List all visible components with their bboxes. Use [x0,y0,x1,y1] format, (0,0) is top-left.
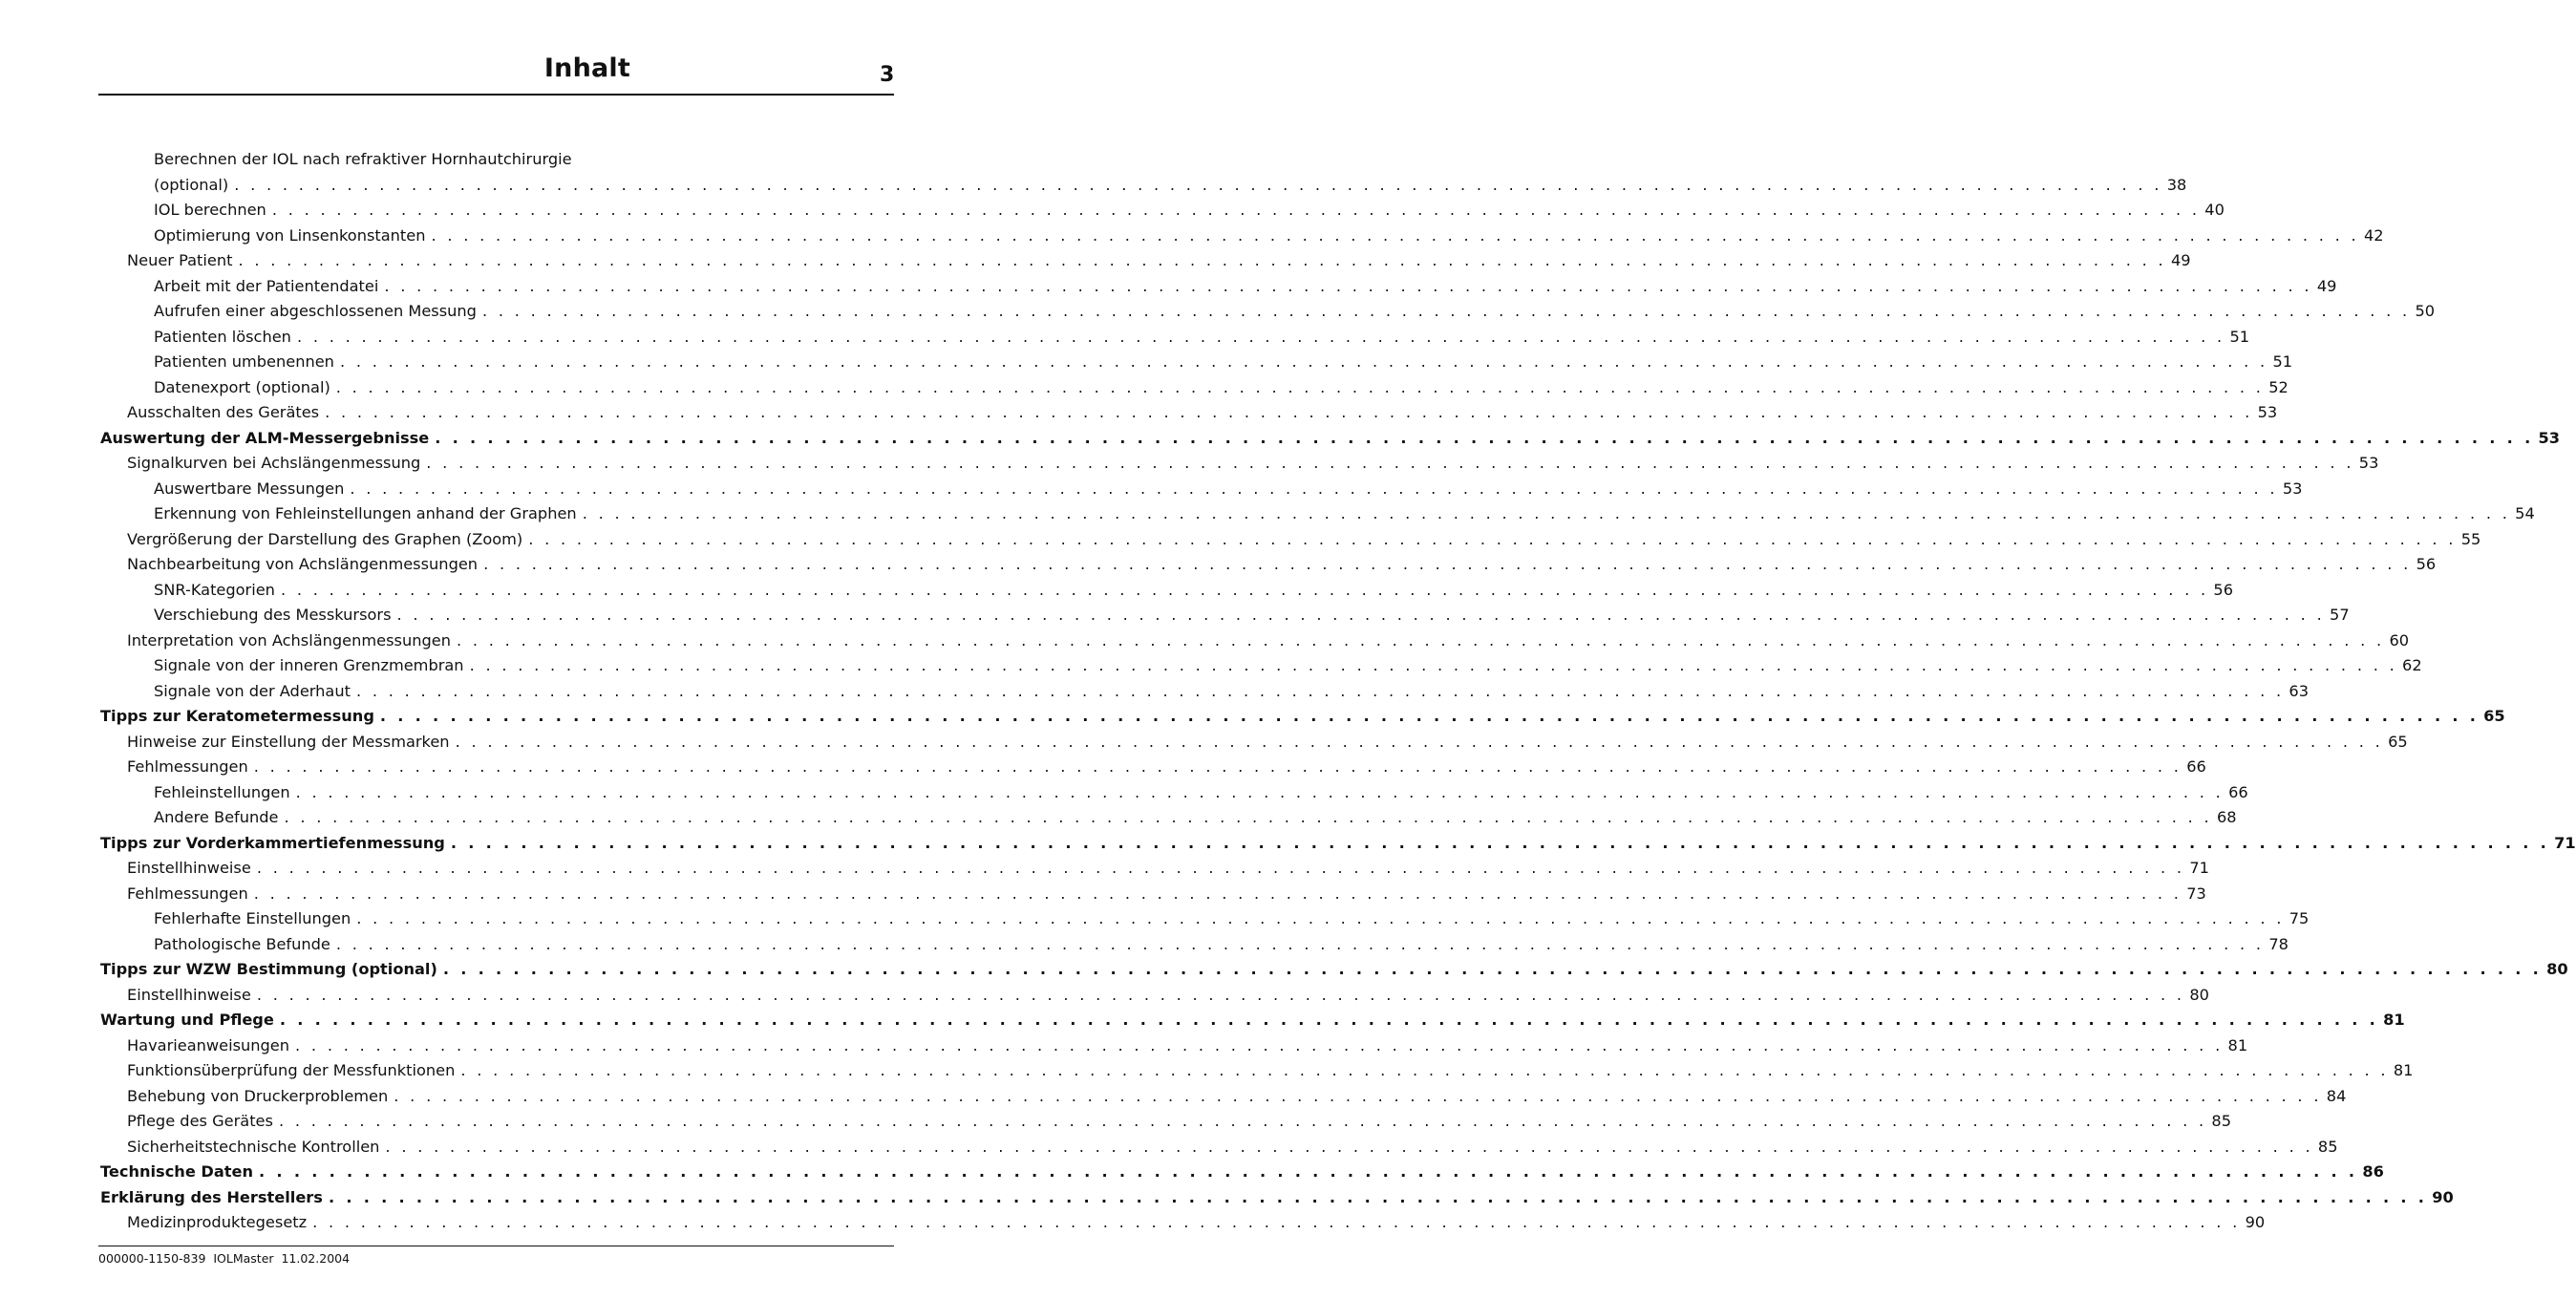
toc-dot-leader: . . . . . . . . . . . . . . . . . . . . . . . . . . . . . . . . . . . . . . . . . . . . . . . . . . . . . . . . . . . . . . . . . . . . . . . . . . . . . . . . . . . . . . . . . . . . . . . . . . . . . . . . . . . . . . . . . . . . . . . . [483,555,2412,573]
toc-entry-title: Datenexport (optional) [154,377,330,396]
toc-page-number: 65 [2388,732,2408,751]
toc-entry-title: Berechnen der IOL nach refraktiver Hornhautchirurgie [154,150,572,168]
toc-entry [100,628,2410,654]
toc-entry-title: Technische Daten [100,1162,254,1181]
toc-dot-leader: . . . . . . . . . . . . . . . . . . . . . . . . . . . . . . . . . . . . . . . . . . . . . . . . . . . . . . . . . . . . . . . . . . . . . . . . . . . . . . . . . . . . . . . . . . . . . . . . . . . . . . . . . . . . . . . . . . . . . . . . [328,1187,2428,1206]
toc-dot-leader: . . . . . . . . . . . . . . . . . . . . . . . . . . . . . . . . . . . . . . . . . . . . . . . . . . . . . . . . . . . . . . . . . . . . . . . . . . . . . . . . . . . . . . . . . . . . . . . . . . . . . . . . . . . . . . . . . . . . . . . . [234,175,2162,194]
toc-entry-title: Neuer Patient [127,251,233,269]
toc-dot-leader: . . . . . . . . . . . . . . . . . . . . . . . . . . . . . . . . . . . . . . . . . . . . . . . . . . . . . . . . . . . . . . . . . . . . . . . . . . . . . . . . . . . . . . . . . . . . . . . . . . . . . . . . . . . . . . . . . . . . . . . . [379,707,2480,725]
toc-dot-leader: . . . . . . . . . . . . . . . . . . . . . . . . . . . . . . . . . . . . . . . . . . . . . . . . . . . . . . . . . . . . . . . . . . . . . . . . . . . . . . . . . . . . . . . . . . . . . . . . . . . . . . . . . . . . . . . . . . . . . . . . [457,630,2385,650]
toc-dot-leader: . . . . . . . . . . . . . . . . . . . . . . . . . . . . . . . . . . . . . . . . . . . . . . . . . . . . . . . . . . . . . . . . . . . . . . . . . . . . . . . . . . . . . . . . . . . . . . . . . . . . . . . . . . . . . . . . . . . . . . . . [350,479,2278,498]
toc-dot-leader: . . . . . . . . . . . . . . . . . . . . . . . . . . . . . . . . . . . . . . . . . . . . . . . . . . . . . . . . . . . . . . . . . . . . . . . . . . . . . . . . . . . . . . . . . . . . . . . . . . . . . . . . . . . . . . . . . . . . . . . . [396,606,2326,624]
toc-entry [100,755,2206,780]
toc-entry-title: Interpretation von Achslängenmessungen [127,630,451,650]
toc-entry [100,603,2350,628]
toc-page-number: 81 [2227,1035,2248,1054]
toc-dot-leader: . . . . . . . . . . . . . . . . . . . . . . . . . . . . . . . . . . . . . . . . . . . . . . . . . . . . . . . . . . . . . . . . . . . . . . . . . . . . . . . . . . . . . . . . . . . . . . . . . . . . . . . . . . . . . . . . . . . . . . . . [431,225,2359,245]
toc-entry-title: IOL berechnen [154,201,266,219]
toc-entry [100,248,2191,274]
toc-entry [100,932,2289,958]
toc-dot-leader: . . . . . . . . . . . . . . . . . . . . . . . . . . . . . . . . . . . . . . . . . . . . . . . . . . . . . . . . . . . . . . . . . . . . . . . . . . . . . . . . . . . . . . . . . . . . . . . . . . . . . . . . . . . . . . . . . . . . . . . . [339,352,2268,371]
toc-page-number: 50 [2415,302,2436,320]
toc-entry [100,552,2437,578]
toc-entry [100,856,2209,882]
toc-entry-title: Einstellhinweise [127,859,251,877]
footer-document-id: 000000-1150-839 IOLMaster 11.02.2004 [98,1251,351,1266]
toc-entry-title: Wartung und Pflege [100,1011,274,1029]
toc-entry [100,477,2303,502]
toc-entry-title: Behebung von Druckerproblemen [127,1086,389,1105]
toc-page-number: 66 [2186,757,2206,776]
toc-entry [100,1033,2248,1059]
toc-entry-title: Fehlmessungen [127,884,248,903]
table-of-contents [100,147,2576,1236]
toc-entry [100,299,2436,325]
toc-page-number: 85 [2211,1112,2232,1130]
toc-entry-title: Tipps zur Keratometermessung [100,707,374,725]
toc-entry-title: Optimierung von Linsenkonstanten [154,225,426,245]
toc-dot-leader: . . . . . . . . . . . . . . . . . . . . . . . . . . . . . . . . . . . . . . . . . . . . . . . . . . . . . . . . . . . . . . . . . . . . . . . . . . . . . . . . . . . . . . . . . . . . . . . . . . . . . . . . . . . . . . . . . . . . . . . . [256,859,2185,877]
toc-dot-leader: . . . . . . . . . . . . . . . . . . . . . . . . . . . . . . . . . . . . . . . . . . . . . . . . . . . . . . . . . . . . . . . . . . . . . . . . . . . . . . . . . . . . . . . . . . . . . . . . . . . . . . . . . . . . . . . . . . . . . . . . [528,529,2457,548]
toc-page-number: 66 [2228,782,2248,801]
toc-entry [100,679,2310,705]
toc-dot-leader: . . . . . . . . . . . . . . . . . . . . . . . . . . . . . . . . . . . . . . . . . . . . . . . . . . . . . . . . . . . . . . . . . . . . . . . . . . . . . . . . . . . . . . . . . . . . . . . . . . . . . . . . . . . . . . . . . . . . . . . . [296,327,2225,346]
toc-entry-title: Einstellhinweise [127,985,251,1004]
toc-entry-title: Sicherheitstechnische Kontrollen [127,1137,380,1156]
toc-entry-title: Tipps zur Vorderkammertiefenmessung [100,833,445,852]
header-rule [98,94,894,96]
toc-entry [100,805,2237,831]
toc-entry [100,198,2225,224]
toc-page-number: 56 [2213,580,2234,599]
toc-entry-title: Fehlerhafte Einstellungen [154,909,351,927]
toc-entry [100,224,2384,249]
toc-dot-leader: . . . . . . . . . . . . . . . . . . . . . . . . . . . . . . . . . . . . . . . . . . . . . . . . . . . . . . . . . . . . . . . . . . . . . . . . . . . . . . . . . . . . . . . . . . . . . . . . . . . . . . . . . . . . . . . . . . . . . . . . [295,782,2225,801]
toc-page-number: 75 [2289,909,2310,927]
toc-entry [100,325,2250,351]
toc-page-number: 84 [2326,1086,2347,1105]
toc-page-number: 60 [2389,630,2410,650]
toc-entry [100,1109,2232,1135]
toc-dot-leader: . . . . . . . . . . . . . . . . . . . . . . . . . . . . . . . . . . . . . . . . . . . . . . . . . . . . . . . . . . . . . . . . . . . . . . . . . . . . . . . . . . . . . . . . . . . . . . . . . . . . . . . . . . . . . . . . . . . . . . . . [335,377,2265,396]
toc-page-number: 68 [2216,808,2237,826]
toc-page-number: 65 [2483,707,2505,725]
toc-page-number: 52 [2268,377,2289,396]
toc-entry [100,173,2187,199]
toc-entry-title: Verschiebung des Messkursors [154,606,392,624]
toc-dot-leader: . . . . . . . . . . . . . . . . . . . . . . . . . . . . . . . . . . . . . . . . . . . . . . . . . . . . . . . . . . . . . . . . . . . . . . . . . . . . . . . . . . . . . . . . . . . . . . . . . . . . . . . . . . . . . . . . . . . . . . . . [582,504,2511,522]
toc-entry [100,147,634,173]
toc-dot-leader: . . . . . . . . . . . . . . . . . . . . . . . . . . . . . . . . . . . . . . . . . . . . . . . . . . . . . . . . . . . . . . . . . . . . . . . . . . . . . . . . . . . . . . . . . . . . . . . . . . . . . . . . . . . . . . . . . . . . . . . . [284,808,2212,826]
toc-entry [100,451,2379,477]
toc-entry [100,983,2209,1009]
toc-entry [100,1008,2405,1033]
toc-page-number: 53 [2257,403,2278,421]
toc-entry-title: Funktionsüberprüfung der Messfunktionen [127,1061,456,1079]
toc-entry-title: Fehleinstellungen [154,782,290,801]
toc-page-number: 49 [2316,276,2337,295]
toc-page-number: 63 [2289,681,2310,700]
toc-page-number: 78 [2268,934,2289,953]
toc-dot-leader: . . . . . . . . . . . . . . . . . . . . . . . . . . . . . . . . . . . . . . . . . . . . . . . . . . . . . . . . . . . . . . . . . . . . . . . . . . . . . . . . . . . . . . . . . . . . . . . . . . . . . . . . . . . . . . . . . . . . . . . . [481,302,2411,320]
toc-dot-leader: . . . . . . . . . . . . . . . . . . . . . . . . . . . . . . . . . . . . . . . . . . . . . . . . . . . . . . . . . . . . . . . . . . . . . . . . . . . . . . . . . . . . . . . . . . . . . . . . . . . . . . . . . . . . . . . . . . . . . . . . [384,276,2312,295]
toc-page-number: 80 [2189,985,2209,1004]
toc-page-number: 56 [2416,555,2437,573]
toc-entry-title: Vergrößerung der Darstellung des Graphen (Zoom) [127,529,523,548]
toc-entry-title: Tipps zur WZW Bestimmung (optional) [100,960,437,978]
toc-page-number: 71 [2189,859,2209,877]
toc-entry [100,1084,2347,1110]
toc-entry-title: Andere Befunde [154,808,279,826]
toc-dot-leader: . . . . . . . . . . . . . . . . . . . . . . . . . . . . . . . . . . . . . . . . . . . . . . . . . . . . . . . . . . . . . . . . . . . . . . . . . . . . . . . . . . . . . . . . . . . . . . . . . . . . . . . . . . . . . . . . . . . . . . . . [278,1112,2207,1130]
toc-page-number: 55 [2460,529,2481,548]
toc-entry [100,1160,2384,1185]
toc-dot-leader: . . . . . . . . . . . . . . . . . . . . . . . . . . . . . . . . . . . . . . . . . . . . . . . . . . . . . . . . . . . . . . . . . . . . . . . . . . . . . . . . . . . . . . . . . . . . . . . . . . . . . . . . . . . . . . . . . . . . . . . . [460,1061,2389,1079]
toc-page-number: 90 [2245,1213,2266,1231]
toc-entry-title: Auswertung der ALM-Messergebnisse [100,428,430,447]
toc-entry [100,831,2576,857]
toc-entry-title: Havarieanweisungen [127,1035,290,1054]
toc-dot-leader: . . . . . . . . . . . . . . . . . . . . . . . . . . . . . . . . . . . . . . . . . . . . . . . . . . . . . . . . . . . . . . . . . . . . . . . . . . . . . . . . . . . . . . . . . . . . . . . . . . . . . . . . . . . . . . . . . . . . . . . . [450,833,2550,852]
toc-dot-leader: . . . . . . . . . . . . . . . . . . . . . . . . . . . . . . . . . . . . . . . . . . . . . . . . . . . . . . . . . . . . . . . . . . . . . . . . . . . . . . . . . . . . . . . . . . . . . . . . . . . . . . . . . . . . . . . . . . . . . . . . [426,454,2354,472]
toc-dot-leader: . . . . . . . . . . . . . . . . . . . . . . . . . . . . . . . . . . . . . . . . . . . . . . . . . . . . . . . . . . . . . . . . . . . . . . . . . . . . . . . . . . . . . . . . . . . . . . . . . . . . . . . . . . . . . . . . . . . . . . . . [455,732,2384,751]
toc-page-number: 51 [2229,327,2250,346]
toc-entry [100,704,2505,730]
toc-dot-leader: . . . . . . . . . . . . . . . . . . . . . . . . . . . . . . . . . . . . . . . . . . . . . . . . . . . . . . . . . . . . . . . . . . . . . . . . . . . . . . . . . . . . . . . . . . . . . . . . . . . . . . . . . . . . . . . . . . . . . . . . [325,403,2253,421]
toc-entry-title: Patienten umbenennen [154,352,334,371]
toc-entry-title: Signale von der Aderhaut [154,681,351,700]
toc-dot-leader: . . . . . . . . . . . . . . . . . . . . . . . . . . . . . . . . . . . . . . . . . . . . . . . . . . . . . . . . . . . . . . . . . . . . . . . . . . . . . . . . . . . . . . . . . . . . . . . . . . . . . . . . . . . . . . . . . . . . . . . . [469,656,2398,674]
toc-dot-leader: . . . . . . . . . . . . . . . . . . . . . . . . . . . . . . . . . . . . . . . . . . . . . . . . . . . . . . . . . . . . . . . . . . . . . . . . . . . . . . . . . . . . . . . . . . . . . . . . . . . . . . . . . . . . . . . . . . . . . . . . [280,580,2209,599]
toc-page-number: 49 [2170,251,2191,269]
toc-dot-leader: . . . . . . . . . . . . . . . . . . . . . . . . . . . . . . . . . . . . . . . . . . . . . . . . . . . . . . . . . . . . . . . . . . . . . . . . . . . . . . . . . . . . . . . . . . . . . . . . . . . . . . . . . . . . . . . . . . . . . . . . [253,757,2182,776]
toc-page-number: 53 [2358,454,2379,472]
toc-entry [100,501,2535,527]
toc-page-number: 53 [2538,428,2561,447]
toc-entry [100,274,2337,300]
page-title: Inhalt [543,53,630,83]
toc-entry-title: Signale von der inneren Grenzmembran [154,656,464,674]
toc-entry-title: Fehlmessungen [127,757,248,776]
toc-entry [100,527,2481,553]
toc-dot-leader: . . . . . . . . . . . . . . . . . . . . . . . . . . . . . . . . . . . . . . . . . . . . . . . . . . . . . . . . . . . . . . . . . . . . . . . . . . . . . . . . . . . . . . . . . . . . . . . . . . . . . . . . . . . . . . . . . . . . . . . . [385,1137,2313,1156]
toc-entry [100,578,2234,604]
toc-page-number: 42 [2363,225,2384,245]
toc-dot-leader: . . . . . . . . . . . . . . . . . . . . . . . . . . . . . . . . . . . . . . . . . . . . . . . . . . . . . . . . . . . . . . . . . . . . . . . . . . . . . . . . . . . . . . . . . . . . . . . . . . . . . . . . . . . . . . . . . . . . . . . . [435,428,2534,447]
toc-dot-leader: . . . . . . . . . . . . . . . . . . . . . . . . . . . . . . . . . . . . . . . . . . . . . . . . . . . . . . . . . . . . . . . . . . . . . . . . . . . . . . . . . . . . . . . . . . . . . . . . . . . . . . . . . . . . . . . . . . . . . . . . [394,1086,2322,1105]
toc-entry-title: Erklärung des Herstellers [100,1187,323,1206]
toc-dot-leader: . . . . . . . . . . . . . . . . . . . . . . . . . . . . . . . . . . . . . . . . . . . . . . . . . . . . . . . . . . . . . . . . . . . . . . . . . . . . . . . . . . . . . . . . . . . . . . . . . . . . . . . . . . . . . . . . . . . . . . . . [256,985,2185,1004]
toc-page-number: 90 [2432,1187,2454,1206]
toc-page-number: 86 [2362,1162,2384,1181]
toc-entry-title: (optional) [154,175,229,194]
toc-entry [100,957,2568,983]
toc-page-number: 81 [2393,1061,2414,1079]
toc-entry [100,1058,2414,1084]
toc-entry [100,400,2278,426]
toc-entry-title: SNR-Kategorien [154,580,275,599]
toc-entry [100,780,2248,806]
toc-dot-leader: . . . . . . . . . . . . . . . . . . . . . . . . . . . . . . . . . . . . . . . . . . . . . . . . . . . . . . . . . . . . . . . . . . . . . . . . . . . . . . . . . . . . . . . . . . . . . . . . . . . . . . . . . . . . . . . . . . . . . . . . [335,934,2265,953]
toc-page-number: 71 [2554,833,2576,852]
toc-entry-title: Medizinproduktegesetz [127,1213,308,1231]
toc-entry-title: Hinweise zur Einstellung der Messmarken [127,732,450,751]
toc-dot-leader: . . . . . . . . . . . . . . . . . . . . . . . . . . . . . . . . . . . . . . . . . . . . . . . . . . . . . . . . . . . . . . . . . . . . . . . . . . . . . . . . . . . . . . . . . . . . . . . . . . . . . . . . . . . . . . . . . . . . . . . . [279,1011,2379,1029]
toc-dot-leader: . . . . . . . . . . . . . . . . . . . . . . . . . . . . . . . . . . . . . . . . . . . . . . . . . . . . . . . . . . . . . . . . . . . . . . . . . . . . . . . . . . . . . . . . . . . . . . . . . . . . . . . . . . . . . . . . . . . . . . . . [295,1035,2224,1054]
toc-page-number: 51 [2272,352,2293,371]
toc-dot-leader: . . . . . . . . . . . . . . . . . . . . . . . . . . . . . . . . . . . . . . . . . . . . . . . . . . . . . . . . . . . . . . . . . . . . . . . . . . . . . . . . . . . . . . . . . . . . . . . . . . . . . . . . . . . . . . . . . . . . . . . . [312,1213,2241,1231]
toc-entry [100,1210,2266,1236]
toc-page-number: 73 [2186,884,2206,903]
toc-entry-title: Nachbearbeitung von Achslängenmessungen [127,555,479,573]
toc-page-number: 62 [2402,656,2422,674]
toc-entry-title: Ausschalten des Gerätes [127,403,320,421]
toc-page-number: 54 [2515,504,2535,522]
toc-page-number: 57 [2330,606,2350,624]
toc-page-number: 40 [2204,201,2225,219]
toc-entry [100,1135,2338,1161]
toc-entry-title: Pflege des Gerätes [127,1112,273,1130]
toc-entry [100,1185,2454,1211]
toc-dot-leader: . . . . . . . . . . . . . . . . . . . . . . . . . . . . . . . . . . . . . . . . . . . . . . . . . . . . . . . . . . . . . . . . . . . . . . . . . . . . . . . . . . . . . . . . . . . . . . . . . . . . . . . . . . . . . . . . . . . . . . . . [442,960,2543,978]
toc-entry [100,653,2422,679]
toc-entry [100,906,2310,932]
toc-entry-title: Arbeit mit der Patientendatei [154,276,379,295]
toc-page-number: 53 [2282,479,2303,498]
toc-page-number: 38 [2166,175,2187,194]
toc-entry [100,426,2561,452]
toc-entry-title: Auswertbare Messungen [154,479,345,498]
toc-page-number: 85 [2317,1137,2338,1156]
toc-entry-title: Signalkurven bei Achslängenmessung [127,454,421,472]
toc-page-number: 81 [2383,1011,2405,1029]
toc-dot-leader: . . . . . . . . . . . . . . . . . . . . . . . . . . . . . . . . . . . . . . . . . . . . . . . . . . . . . . . . . . . . . . . . . . . . . . . . . . . . . . . . . . . . . . . . . . . . . . . . . . . . . . . . . . . . . . . . . . . . . . . . [355,681,2285,700]
toc-page-number: 80 [2546,960,2568,978]
toc-entry [100,350,2293,375]
toc-dot-leader: . . . . . . . . . . . . . . . . . . . . . . . . . . . . . . . . . . . . . . . . . . . . . . . . . . . . . . . . . . . . . . . . . . . . . . . . . . . . . . . . . . . . . . . . . . . . . . . . . . . . . . . . . . . . . . . . . . . . . . . . [271,201,2201,219]
page-number: 3 [880,63,895,87]
toc-entry [100,730,2408,756]
toc-entry-title: Pathologische Befunde [154,934,330,953]
toc-entry [100,882,2206,907]
toc-dot-leader: . . . . . . . . . . . . . . . . . . . . . . . . . . . . . . . . . . . . . . . . . . . . . . . . . . . . . . . . . . . . . . . . . . . . . . . . . . . . . . . . . . . . . . . . . . . . . . . . . . . . . . . . . . . . . . . . . . . . . . . . [356,909,2285,927]
toc-entry-title: Patienten löschen [154,327,291,346]
toc-dot-leader: . . . . . . . . . . . . . . . . . . . . . . . . . . . . . . . . . . . . . . . . . . . . . . . . . . . . . . . . . . . . . . . . . . . . . . . . . . . . . . . . . . . . . . . . . . . . . . . . . . . . . . . . . . . . . . . . . . . . . . . . [259,1162,2358,1181]
toc-entry [100,375,2289,401]
toc-dot-leader: . . . . . . . . . . . . . . . . . . . . . . . . . . . . . . . . . . . . . . . . . . . . . . . . . . . . . . . . . . . . . . . . . . . . . . . . . . . . . . . . . . . . . . . . . . . . . . . . . . . . . . . . . . . . . . . . . . . . . . . . [253,884,2182,903]
toc-dot-leader: . . . . . . . . . . . . . . . . . . . . . . . . . . . . . . . . . . . . . . . . . . . . . . . . . . . . . . . . . . . . . . . . . . . . . . . . . . . . . . . . . . . . . . . . . . . . . . . . . . . . . . . . . . . . . . . . . . . . . . . . [238,251,2166,269]
toc-entry-title: Erkennung von Fehleinstellungen anhand der Graphen [154,504,577,522]
toc-entry-title: Aufrufen einer abgeschlossenen Messung [154,302,477,320]
